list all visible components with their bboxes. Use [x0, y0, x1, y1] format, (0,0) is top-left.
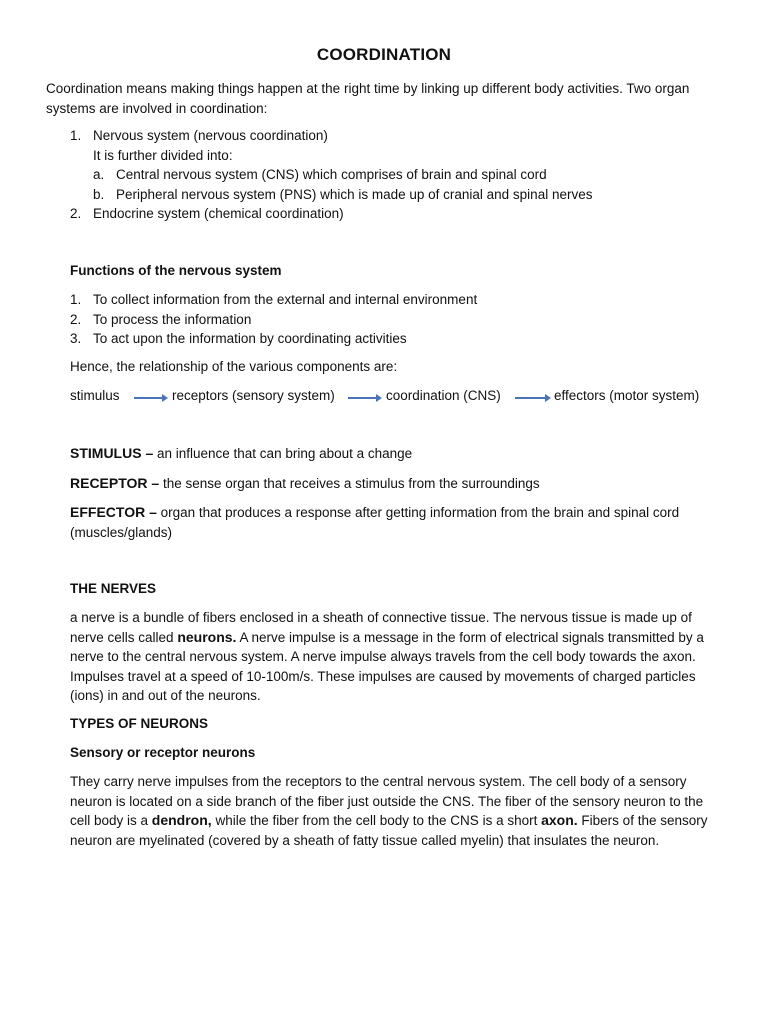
flow-stimulus: stimulus [70, 388, 120, 403]
sensory-paragraph: They carry nerve impulses from the receptors to the central nervous system. The cell body of a sensory neuron is located on a side branch of the fiber just outside the CNS. The fiber of the sensory neuron to the cell body is a dendron, while the fiber from the cell body to the CNS is a short axon. Fibers of the sensory neuron are myelinated (covered by a sheath of fatty tissue called myelin) that insulates the neuron. [70, 774, 708, 848]
functions-list [70, 290, 720, 349]
flow-effectors: effectors (motor system) [554, 388, 700, 403]
flow-receptors: receptors (sensory system) [172, 388, 335, 403]
definition-effector: EFFECTOR – organ that produces a response after getting information from the brain and spinal cord (muscles/glands) [70, 504, 680, 540]
organ-systems-list [70, 126, 730, 224]
intro-paragraph: Coordination means making things happen at the right time by linking up different body activities. Two organ systems are involved in coordination: [46, 81, 690, 116]
list-item: 2. To process the information [70, 311, 252, 327]
relationship-text: Hence, the relationship of the various components are: [70, 359, 398, 374]
nerves-paragraph: a nerve is a bundle of fibers enclosed in a sheath of connective tissue. The nervous tissue is made up of nerve cells called neurons. A nerve impulse is a message in the form of electrical signals transmitted by a nerve to the central nervous system. A nerve impulse always travels from the cell body towards the axon. Impulses travel at a speed of 10-100m/s. These impulses are caused by movements of charged particles (ions) in and out of the neurons. [70, 610, 704, 703]
component-flow [70, 386, 750, 406]
page-title: COORDINATION [316, 45, 452, 64]
sub-list-item: b. Peripheral nervous system (PNS) which is made up of cranial and spinal nerves [93, 186, 593, 202]
right-arrow-icon [348, 394, 382, 402]
list-item: 2. Endocrine system (chemical coordination) [70, 206, 344, 221]
flow-coordination: coordination (CNS) [386, 388, 501, 403]
right-arrow-icon [134, 394, 168, 402]
list-item-note: It is further divided into: [93, 147, 233, 163]
list-item: 1. To collect information from the external and internal environment [70, 292, 478, 307]
sensory-neurons-heading: Sensory or receptor neurons [70, 745, 256, 760]
definition-receptor: RECEPTOR – the sense organ that receives a stimulus from the surroundings [70, 475, 540, 491]
sub-list-item: a. Central nervous system (CNS) which comprises of brain and spinal cord [93, 167, 547, 182]
list-item: 1. Nervous system (nervous coordination) [70, 128, 328, 143]
nerves-heading: THE NERVES [70, 581, 157, 596]
list-item: 3. To act upon the information by coordinating activities [70, 331, 407, 346]
types-heading: TYPES OF NEURONS [70, 716, 209, 731]
right-arrow-icon [515, 394, 551, 402]
definition-stimulus: STIMULUS – an influence that can bring about a change [70, 445, 413, 461]
functions-heading: Functions of the nervous system [70, 263, 282, 278]
